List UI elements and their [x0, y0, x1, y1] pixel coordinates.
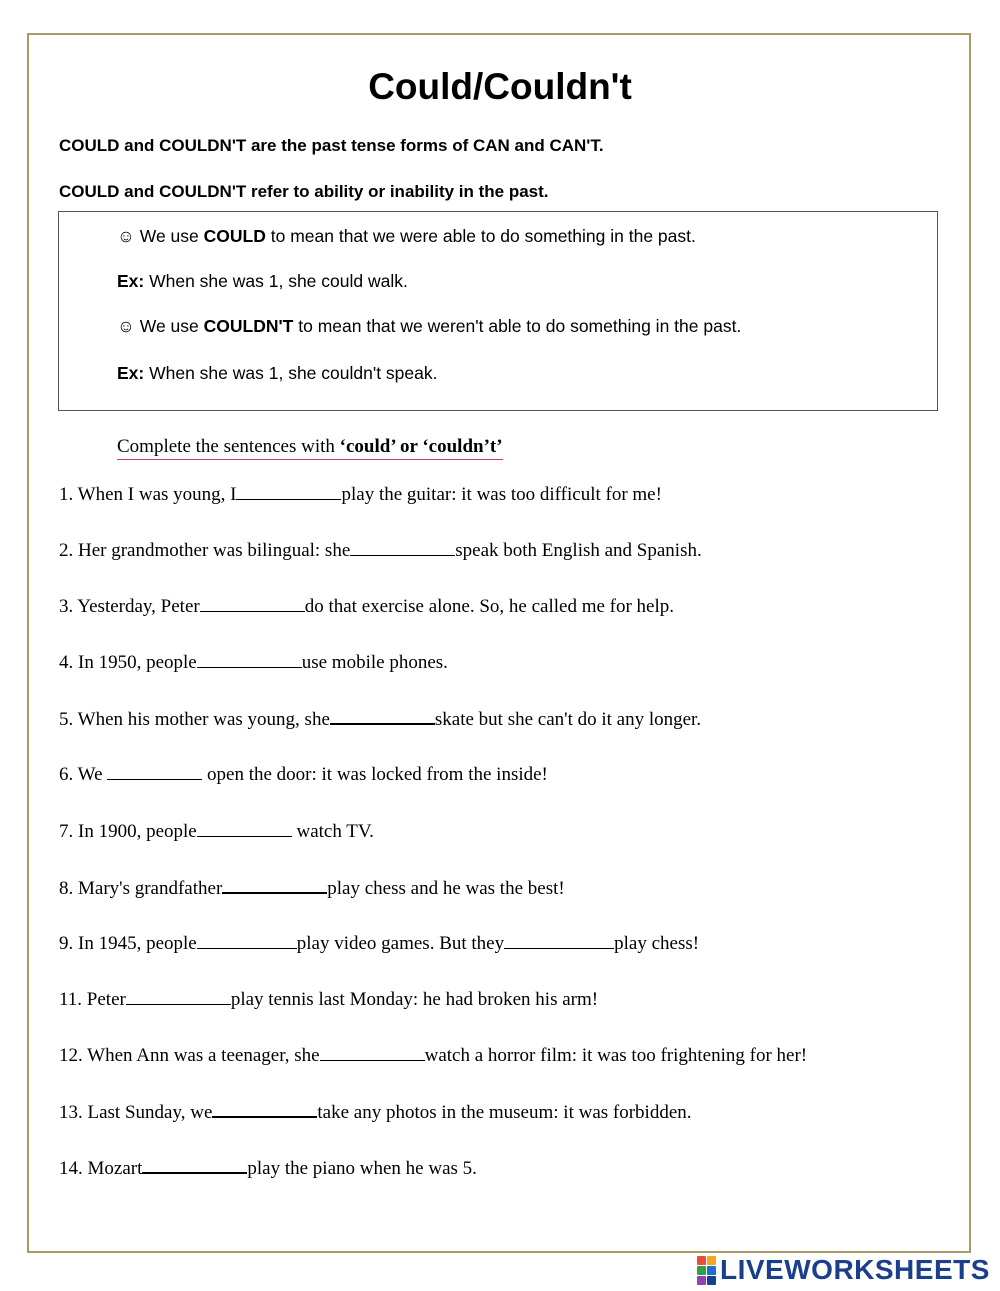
item-text: take any photos in the museum: it was forbidden.	[317, 1102, 692, 1123]
exercise-item-7	[59, 818, 374, 844]
answer-blank[interactable]	[236, 481, 341, 500]
logo-block	[697, 1256, 706, 1265]
item-text: play tennis last Monday: he had broken his arm!	[230, 989, 599, 1010]
answer-blank[interactable]	[200, 593, 305, 612]
intro-line-1: COULD and COULDN'T are the past tense forms of CAN and CAN'T.	[59, 136, 604, 155]
instruction	[117, 436, 503, 460]
logo-block	[707, 1276, 716, 1285]
answer-blank[interactable]	[320, 1042, 425, 1061]
exercise-item-12	[59, 1042, 807, 1068]
keyword-couldnt: COULDN'T	[203, 316, 294, 336]
item-text: watch a horror film: it was too frightening for her!	[424, 1045, 808, 1066]
rule-couldnt	[117, 316, 741, 337]
exercise-item-14	[59, 1154, 477, 1181]
logo-block	[707, 1256, 716, 1265]
answer-blank[interactable]	[197, 818, 292, 837]
instruction-words: ‘could’ or ‘couldn’t’	[339, 436, 503, 457]
example-label: Ex:	[117, 271, 145, 291]
exercise-item-9	[59, 930, 699, 956]
answer-blank[interactable]	[197, 649, 302, 668]
item-text: 7. In 1900, people	[59, 821, 197, 842]
item-text: watch TV.	[296, 821, 374, 842]
item-text: 14. Mozart	[59, 1158, 143, 1179]
item-text: 9. In 1945, people	[59, 933, 197, 954]
item-text: play chess!	[614, 933, 700, 954]
liveworksheets-logo[interactable]	[697, 1255, 990, 1285]
page-title: Could/Couldn't	[368, 66, 632, 107]
answer-blank[interactable]	[197, 930, 297, 949]
item-text: 1. When I was young, I	[59, 484, 237, 505]
answer-blank[interactable]	[330, 705, 435, 725]
item-text: 6. We	[59, 764, 103, 785]
item-text: 13. Last Sunday, we	[59, 1102, 213, 1123]
logo-block	[697, 1266, 706, 1275]
example-label: Ex:	[117, 363, 145, 383]
exercise-item-4	[59, 649, 448, 675]
item-text: do that exercise alone. So, he called me for help.	[304, 596, 675, 617]
logo-block	[697, 1276, 706, 1285]
rule-could	[117, 226, 696, 247]
instruction-text: Complete the sentences with	[117, 436, 335, 457]
example-2	[117, 363, 437, 384]
item-text: open the door: it was locked from the inside!	[207, 764, 548, 785]
exercise-item-13	[59, 1098, 692, 1125]
answer-blank[interactable]	[107, 761, 202, 780]
answer-blank[interactable]	[212, 1098, 317, 1118]
answer-blank[interactable]	[222, 874, 327, 894]
exercise-item-6	[59, 761, 548, 787]
answer-blank[interactable]	[142, 1154, 247, 1174]
exercise-item-1	[59, 481, 662, 507]
rule-text: We use	[139, 226, 199, 246]
exercise-item-8	[59, 874, 565, 901]
item-text: skate but she can't do it any longer.	[434, 709, 702, 730]
item-text: play the guitar: it was too difficult for me!	[341, 484, 662, 505]
smiley-icon: ☺	[117, 316, 135, 336]
logo-text: LIVEWORKSHEETS	[720, 1254, 990, 1285]
item-text: 5. When his mother was young, she	[59, 709, 330, 730]
smiley-icon: ☺	[117, 226, 135, 246]
item-text: 3. Yesterday, Peter	[59, 596, 200, 617]
item-text: play video games. But they	[296, 933, 505, 954]
item-text: 2. Her grandmother was bilingual: she	[59, 540, 351, 561]
rule-text: We use	[139, 316, 199, 336]
rule-text: to mean that we weren't able to do something in the past.	[298, 316, 742, 336]
answer-blank[interactable]	[350, 537, 455, 556]
item-text: play the piano when he was 5.	[247, 1158, 477, 1179]
keyword-could: COULD	[203, 226, 266, 246]
item-text: 4. In 1950, people	[59, 652, 197, 673]
item-text: speak both English and Spanish.	[455, 540, 702, 561]
exercise-item-5	[59, 705, 701, 732]
answer-blank[interactable]	[504, 930, 614, 949]
item-text: 8. Mary's grandfather	[59, 878, 223, 899]
item-text: play chess and he was the best!	[327, 878, 565, 899]
rule-text: to mean that we were able to do something in the past.	[270, 226, 696, 246]
example-text: When she was 1, she could walk.	[149, 271, 408, 291]
example-text: When she was 1, she couldn't speak.	[149, 363, 438, 383]
logo-block	[707, 1266, 716, 1275]
item-text: 11. Peter	[59, 989, 126, 1010]
intro-line-2: COULD and COULDN'T refer to ability or inability in the past.	[59, 182, 549, 201]
answer-blank[interactable]	[126, 986, 231, 1005]
exercise-item-11	[59, 986, 598, 1012]
item-text: use mobile phones.	[301, 652, 448, 673]
exercise-item-2	[59, 537, 702, 563]
logo-blocks-icon	[697, 1256, 716, 1285]
example-1	[117, 271, 408, 292]
item-text: 12. When Ann was a teenager, she	[59, 1045, 320, 1066]
exercise-item-3	[59, 593, 674, 619]
